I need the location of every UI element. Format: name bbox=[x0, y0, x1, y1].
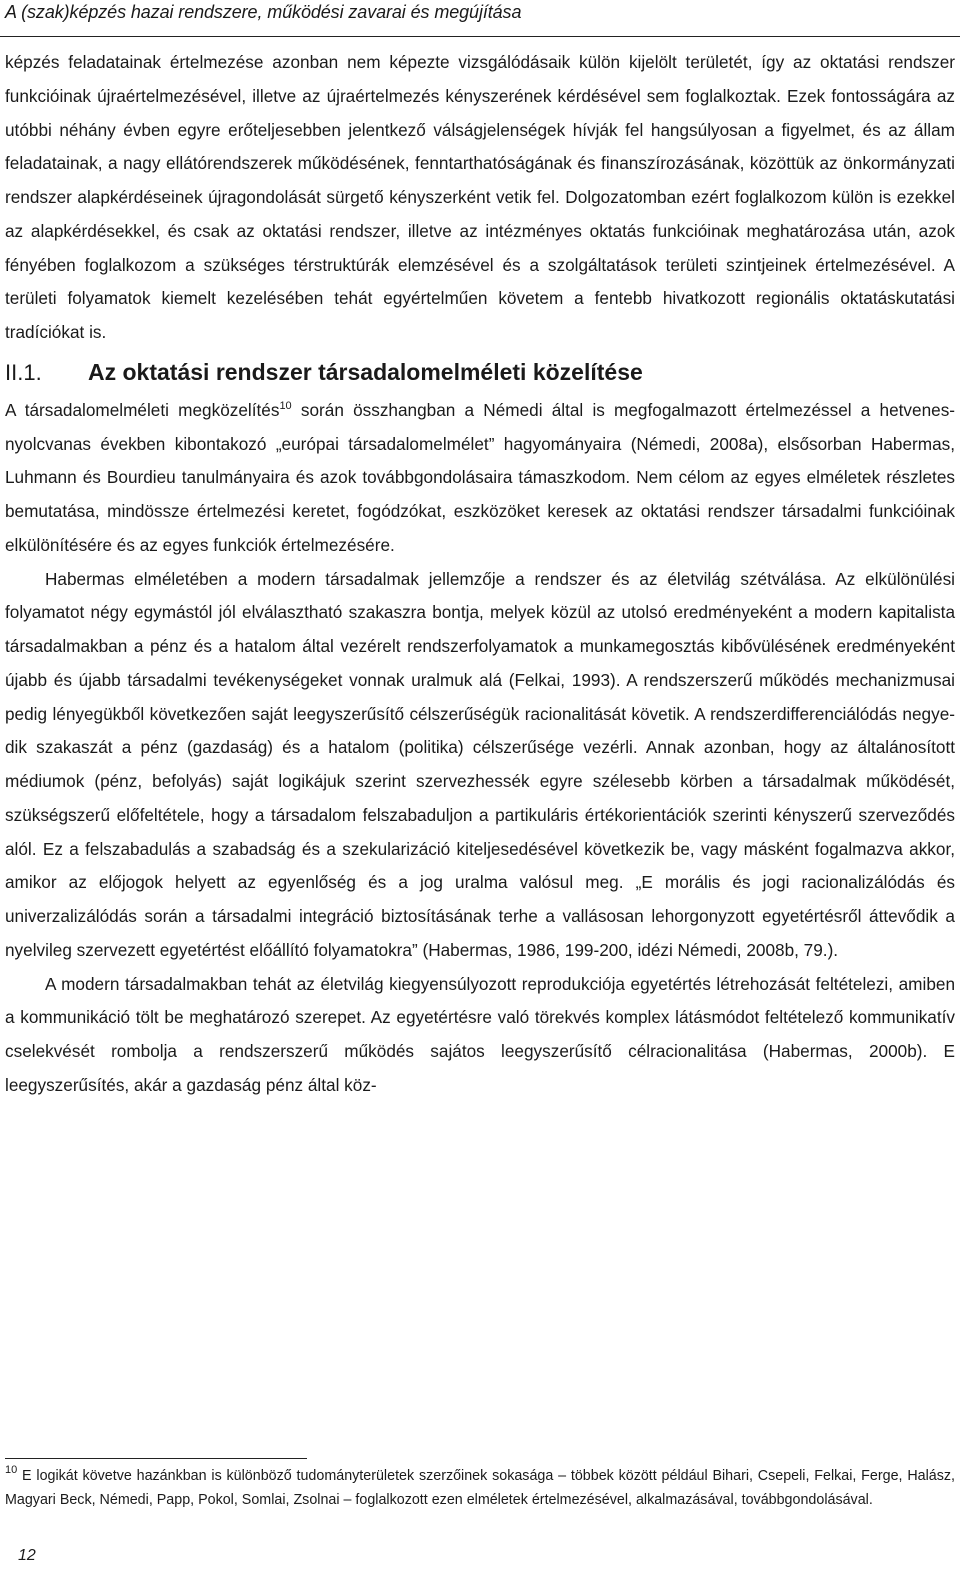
main-text bbox=[5, 46, 955, 1103]
running-header bbox=[0, 0, 960, 40]
footnote-text: E logikát követve hazánkban is különböző tudományterületek szerzőinek sokasága – többek között például Bihari, Csepeli, Felkai, Ferge, Halász, Magyari Beck, Némedi, Papp, Pokol, Somlai, Zsolnai – foglalkozott ezen elméletek értelmezésével, alkalmazásával, továbbgondolásával. bbox=[5, 1468, 955, 1508]
paragraph-text-before-note: A társadalomelméleti megközelítés bbox=[5, 399, 280, 420]
section-number: II.1. bbox=[5, 359, 42, 385]
body-paragraph: képzés feladatainak értelmezése azonban nem képezte vizsgálódásaik külön kijelölt területét, így az oktatási rendszer funkcióinak újraértelmezésével, illetve az újraértelmezés kényszerének kérdésével sem foglalkoztak. Ezek fontosságára az utóbbi néhány évben egyre erőteljesebben jelentkező válságjelenségek hívják fel hangsúlyosan a figyelmet, és az állam feladatainak, a nagy ellátórendszerek működésének, fenntarthatóságának és finanszírozásának, közöttük az önkormányzati rendszer alapkérdéseinek újragondolását sürgető kényszerként vetik fel. Dolgozatomban ezért foglalkozom külön is ezekkel az alapkérdésekkel, és csak az oktatási rendszer, illetve az intézményes oktatás funkcióinak meghatározása után, azok fényében foglalkozom a szükséges térstruktúrák elemzésével és a szolgáltatások területi szintjeinek értelmezésével. A területi folyamatok kiemelt kezelésében tehát egyértelműen követem a fentebb hivatkozott regionális oktatáskutatási tradíciókat is. bbox=[5, 52, 955, 342]
footnote-reference[interactable]: 10 bbox=[279, 399, 292, 412]
running-header-title: A (szak)képzés hazai rendszere, működési zavarai és megújítása bbox=[5, 2, 522, 22]
footnote-separator bbox=[5, 1458, 307, 1459]
section-title: Az oktatási rendszer társadalomelméleti közelítése bbox=[88, 358, 643, 385]
body-paragraph: A modern társadalmakban tehát az életvilág kiegyensúlyozott reprodukciója egyetértés létrehozását feltételezi, amiben a kommunikáció tölt be meghatározó szerepet. Az egyetértésre való törekvés komplex látásmódot feltételező kommunikatív cselekvését rombolja a rendszerszerű működés sajátos leegyszerűsítő célracionalitása (Habermas, 2000b). E leegyszerűsítés, akár a gazdaság pénz által köz- bbox=[5, 973, 955, 1095]
body-paragraph: Habermas elméletében a modern társadalmak jellemzője a rendszer és az életvilág szétválása. Az elkülönülési folyamatot négy egymástól jól elválasztható szakaszra bontja, melyek közül az utolsó eredményeként a modern kapitalista társadalmakban a pénz és a hatalom által vezérelt rendszerfolyamatok a munkamegosztás kibővülésének eredményeként újabb és újabb társadalmi tevékenységeket vonnak uralmuk alá (Felkai, 1993). A rendszerszerű működés mechanizmusai pedig lényegükből következően saját leegyszerűsítő célszerűségük racionalitását követik. A rendszerdifferenciálódás negyedik szakaszát a pénz (gazdaság) és a hatalom (politika) célszerűsége vezérli. Annak azonban, hogy az általánosított médiumok (pénz, befolyás) saját logikájuk szerint szervezhessék egyre szélesebb körben a társadalmak működését, szükségszerű előfeltétele, hogy a társadalom felszabaduljon a partikuláris értékorientációk szerinti kényszerű szerveződés alól. Ez a felszabadulás a szabadság és a szekularizáció kiteljesedésével következik be, vagy másként fogalmazva akkor, amikor az előjogok helyett az egyenlőség és a jog uralma valósul meg. „E morális és jogi racionalizálódás és univerzalizálódás során a társadalmi integráció biztosításának terhe a vallásosan lehorgonyzott egyetértésről áttevődik a nyelvileg szervezett egyetértést előállító folyamatokra” (Habermas, 1986, 199-200, idézi Némedi, 2008b, 79.). bbox=[5, 568, 955, 960]
header-rule bbox=[0, 36, 960, 37]
body-paragraph bbox=[5, 394, 955, 563]
page-number: 12 bbox=[18, 1547, 36, 1564]
footnote-number: 10 bbox=[5, 1464, 18, 1476]
paragraph-text-after-note: során összhangban a Némedi által is megfogalmazott értelmezéssel a hetvenes-nyolcvanas években kibontakozó „európai társadalomelmélet” hagyományaira (Némedi, 2008a), elsősorban Habermas, Luhmann és Bourdieu tanulmányaira és azok továbbgondolásaira támaszkodom. Nem célom az egyes elméletek részletes bemutatása, mindössze értelmezési keretet, fogódzókat, eszközöket keresek az oktatási rendszer társadalmi funkcióinak elkülönítésére és az egyes funkciók értelmezésére. bbox=[5, 399, 956, 555]
footnote bbox=[5, 1465, 955, 1512]
section-heading bbox=[5, 350, 955, 394]
